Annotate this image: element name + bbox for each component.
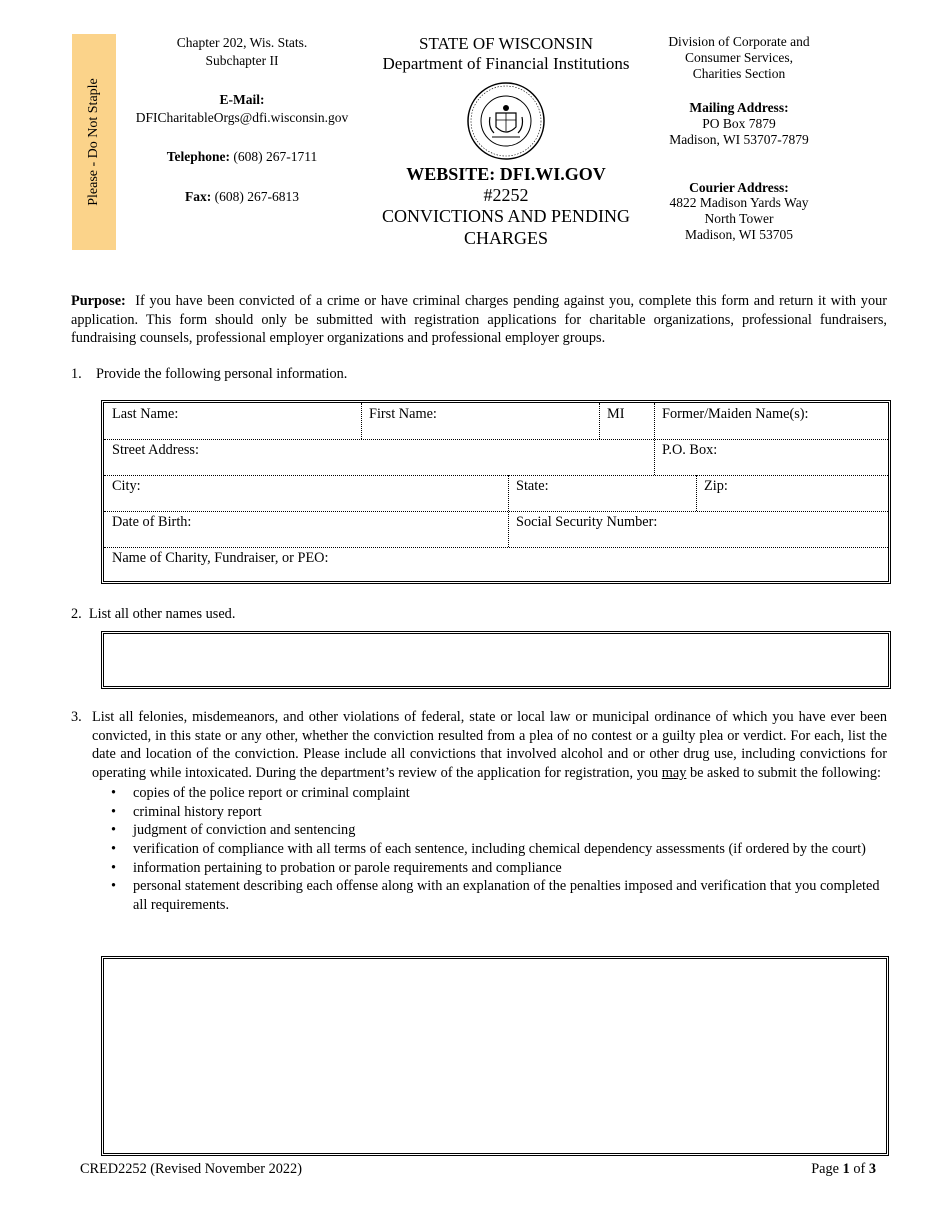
list-item: • criminal history report — [111, 803, 887, 822]
list-item: • verification of compliance with all terms of each sentence, including chemical dependency assessments (if ordered by the court) — [111, 840, 887, 859]
po-box-label: P.O. Box: — [662, 442, 718, 458]
personal-info-table — [101, 400, 891, 584]
list-item: • judgment of conviction and sentencing — [111, 821, 887, 840]
page-word: Page — [811, 1161, 840, 1177]
state-seal-icon — [466, 81, 546, 161]
state-field[interactable] — [508, 475, 696, 511]
division-line-2: Consumer Services, — [685, 49, 793, 65]
list-item: • information pertaining to probation or parole requirements and compliance — [111, 859, 887, 878]
mailing-address-line-1: PO Box 7879 — [702, 115, 776, 131]
page-number — [760, 1160, 876, 1179]
telephone-number: (608) 267-1711 — [233, 149, 318, 165]
question-3-text — [92, 708, 887, 782]
former-name-field[interactable] — [654, 403, 888, 439]
po-box-field[interactable] — [654, 439, 888, 475]
page-of: of — [853, 1161, 866, 1177]
middle-initial-field[interactable] — [599, 403, 654, 439]
email-label: E-Mail: — [219, 92, 265, 108]
zip-label: Zip: — [704, 478, 728, 494]
state-heading: STATE OF WISCONSIN — [418, 34, 593, 53]
courier-address-line-1: 4822 Madison Yards Way — [669, 195, 809, 211]
fax-number: (608) 267-6813 — [214, 188, 299, 204]
mailing-address-label: Mailing Address: — [689, 99, 789, 115]
state-label: State: — [516, 478, 549, 494]
question-1-text: Provide the following personal information. — [96, 366, 348, 382]
division-line-1: Division of Corporate and — [668, 34, 810, 49]
date-of-birth-field[interactable] — [104, 511, 508, 547]
date-of-birth-label: Date of Birth: — [112, 514, 192, 530]
header-contact-column — [122, 34, 362, 205]
question-2-text: List all other names used. — [88, 606, 236, 622]
list-item: • copies of the police report or criminal complaint — [111, 784, 887, 803]
question-2 — [71, 605, 235, 624]
charity-name-label: Name of Charity, Fundraiser, or PEO: — [112, 550, 329, 566]
form-number: #2252 — [483, 184, 529, 205]
courier-address-line-3: Madison, WI 53705 — [684, 227, 794, 243]
question-3-text-end: be asked to submit the following: — [689, 764, 881, 781]
other-names-input-box[interactable] — [101, 631, 891, 689]
question-2-number: 2. — [71, 606, 82, 622]
page-total: 3 — [868, 1161, 876, 1177]
first-name-field[interactable] — [361, 403, 599, 439]
question-3-number: 3. — [71, 709, 82, 725]
do-not-staple-tab — [72, 34, 116, 250]
question-1 — [71, 365, 347, 384]
street-address-field[interactable] — [104, 439, 654, 475]
ssn-label: Social Security Number: — [516, 514, 658, 530]
website-heading: WEBSITE: DFI.WI.GOV — [406, 163, 606, 184]
courier-address-line-2: North Tower — [704, 211, 774, 227]
department-heading: Department of Financial Institutions — [382, 54, 630, 74]
street-address-label: Street Address: — [112, 442, 199, 458]
first-name-label: First Name: — [369, 406, 437, 422]
question-3-text-main: List all felonies, misdemeanors, and other violations of federal, state or local law or municipal ordinance of which you have ever been convicted, in this state or any other, whether the conviction resulted from a plea of no contest or a guilty plea or verdict. For each, list the date and location of the conviction. Please include all convictions that involved alcohol and or other drug use, including convictions for operating while intoxicated. During the department’s review of the application for registration, you — [92, 709, 887, 781]
question-1-number: 1. — [71, 366, 82, 382]
email-link[interactable]: DFICharitableOrgs@dfi.wisconsin.gov — [135, 109, 349, 125]
header-address-column — [652, 34, 826, 243]
question-3-text-may: may — [661, 764, 687, 781]
do-not-staple-label: Please - Do Not Staple — [85, 78, 101, 206]
middle-initial-label: MI — [607, 406, 625, 422]
division-line-3: Charities Section — [692, 65, 786, 81]
telephone-label: Telephone: — [166, 149, 230, 165]
last-name-label: Last Name: — [112, 406, 179, 422]
required-documents-list — [111, 784, 887, 914]
telephone-line — [122, 148, 362, 166]
charity-name-field[interactable] — [104, 547, 888, 581]
fax-line — [122, 188, 362, 206]
question-3 — [71, 708, 887, 914]
fax-label: Fax: — [185, 188, 212, 204]
purpose-paragraph — [71, 292, 887, 348]
city-field[interactable] — [104, 475, 508, 511]
chapter-text: Chapter 202, Wis. Stats. — [176, 35, 308, 50]
mailing-address-line-2: Madison, WI 53707-7879 — [669, 131, 809, 147]
purpose-label: Purpose: — [71, 293, 126, 309]
header-title-column — [362, 34, 650, 249]
last-name-field[interactable] — [104, 403, 361, 439]
former-name-label: Former/Maiden Name(s): — [662, 406, 809, 422]
subchapter-text: Subchapter II — [205, 52, 279, 68]
zip-field[interactable] — [696, 475, 888, 511]
purpose-text: If you have been convicted of a crime or have criminal charges pending against you, complete this form and return it with your application. This form should only be submitted with registration applications for charitable organizations, professional fundraisers, fundraising counsels, professional employer organizations and professional employer groups. — [71, 293, 887, 347]
list-item: • personal statement describing each offense along with an explanation of the penalties imposed and verification that you completed all requirements. — [111, 877, 887, 914]
convictions-input-box[interactable] — [101, 956, 889, 1156]
form-revision-id: CRED2252 (Revised November 2022) — [80, 1161, 302, 1177]
page-current: 1 — [842, 1161, 850, 1177]
ssn-field[interactable] — [508, 511, 888, 547]
courier-address-label: Courier Address: — [689, 179, 789, 195]
city-label: City: — [112, 478, 141, 494]
form-title: CONVICTIONS AND PENDING CHARGES — [381, 206, 630, 248]
